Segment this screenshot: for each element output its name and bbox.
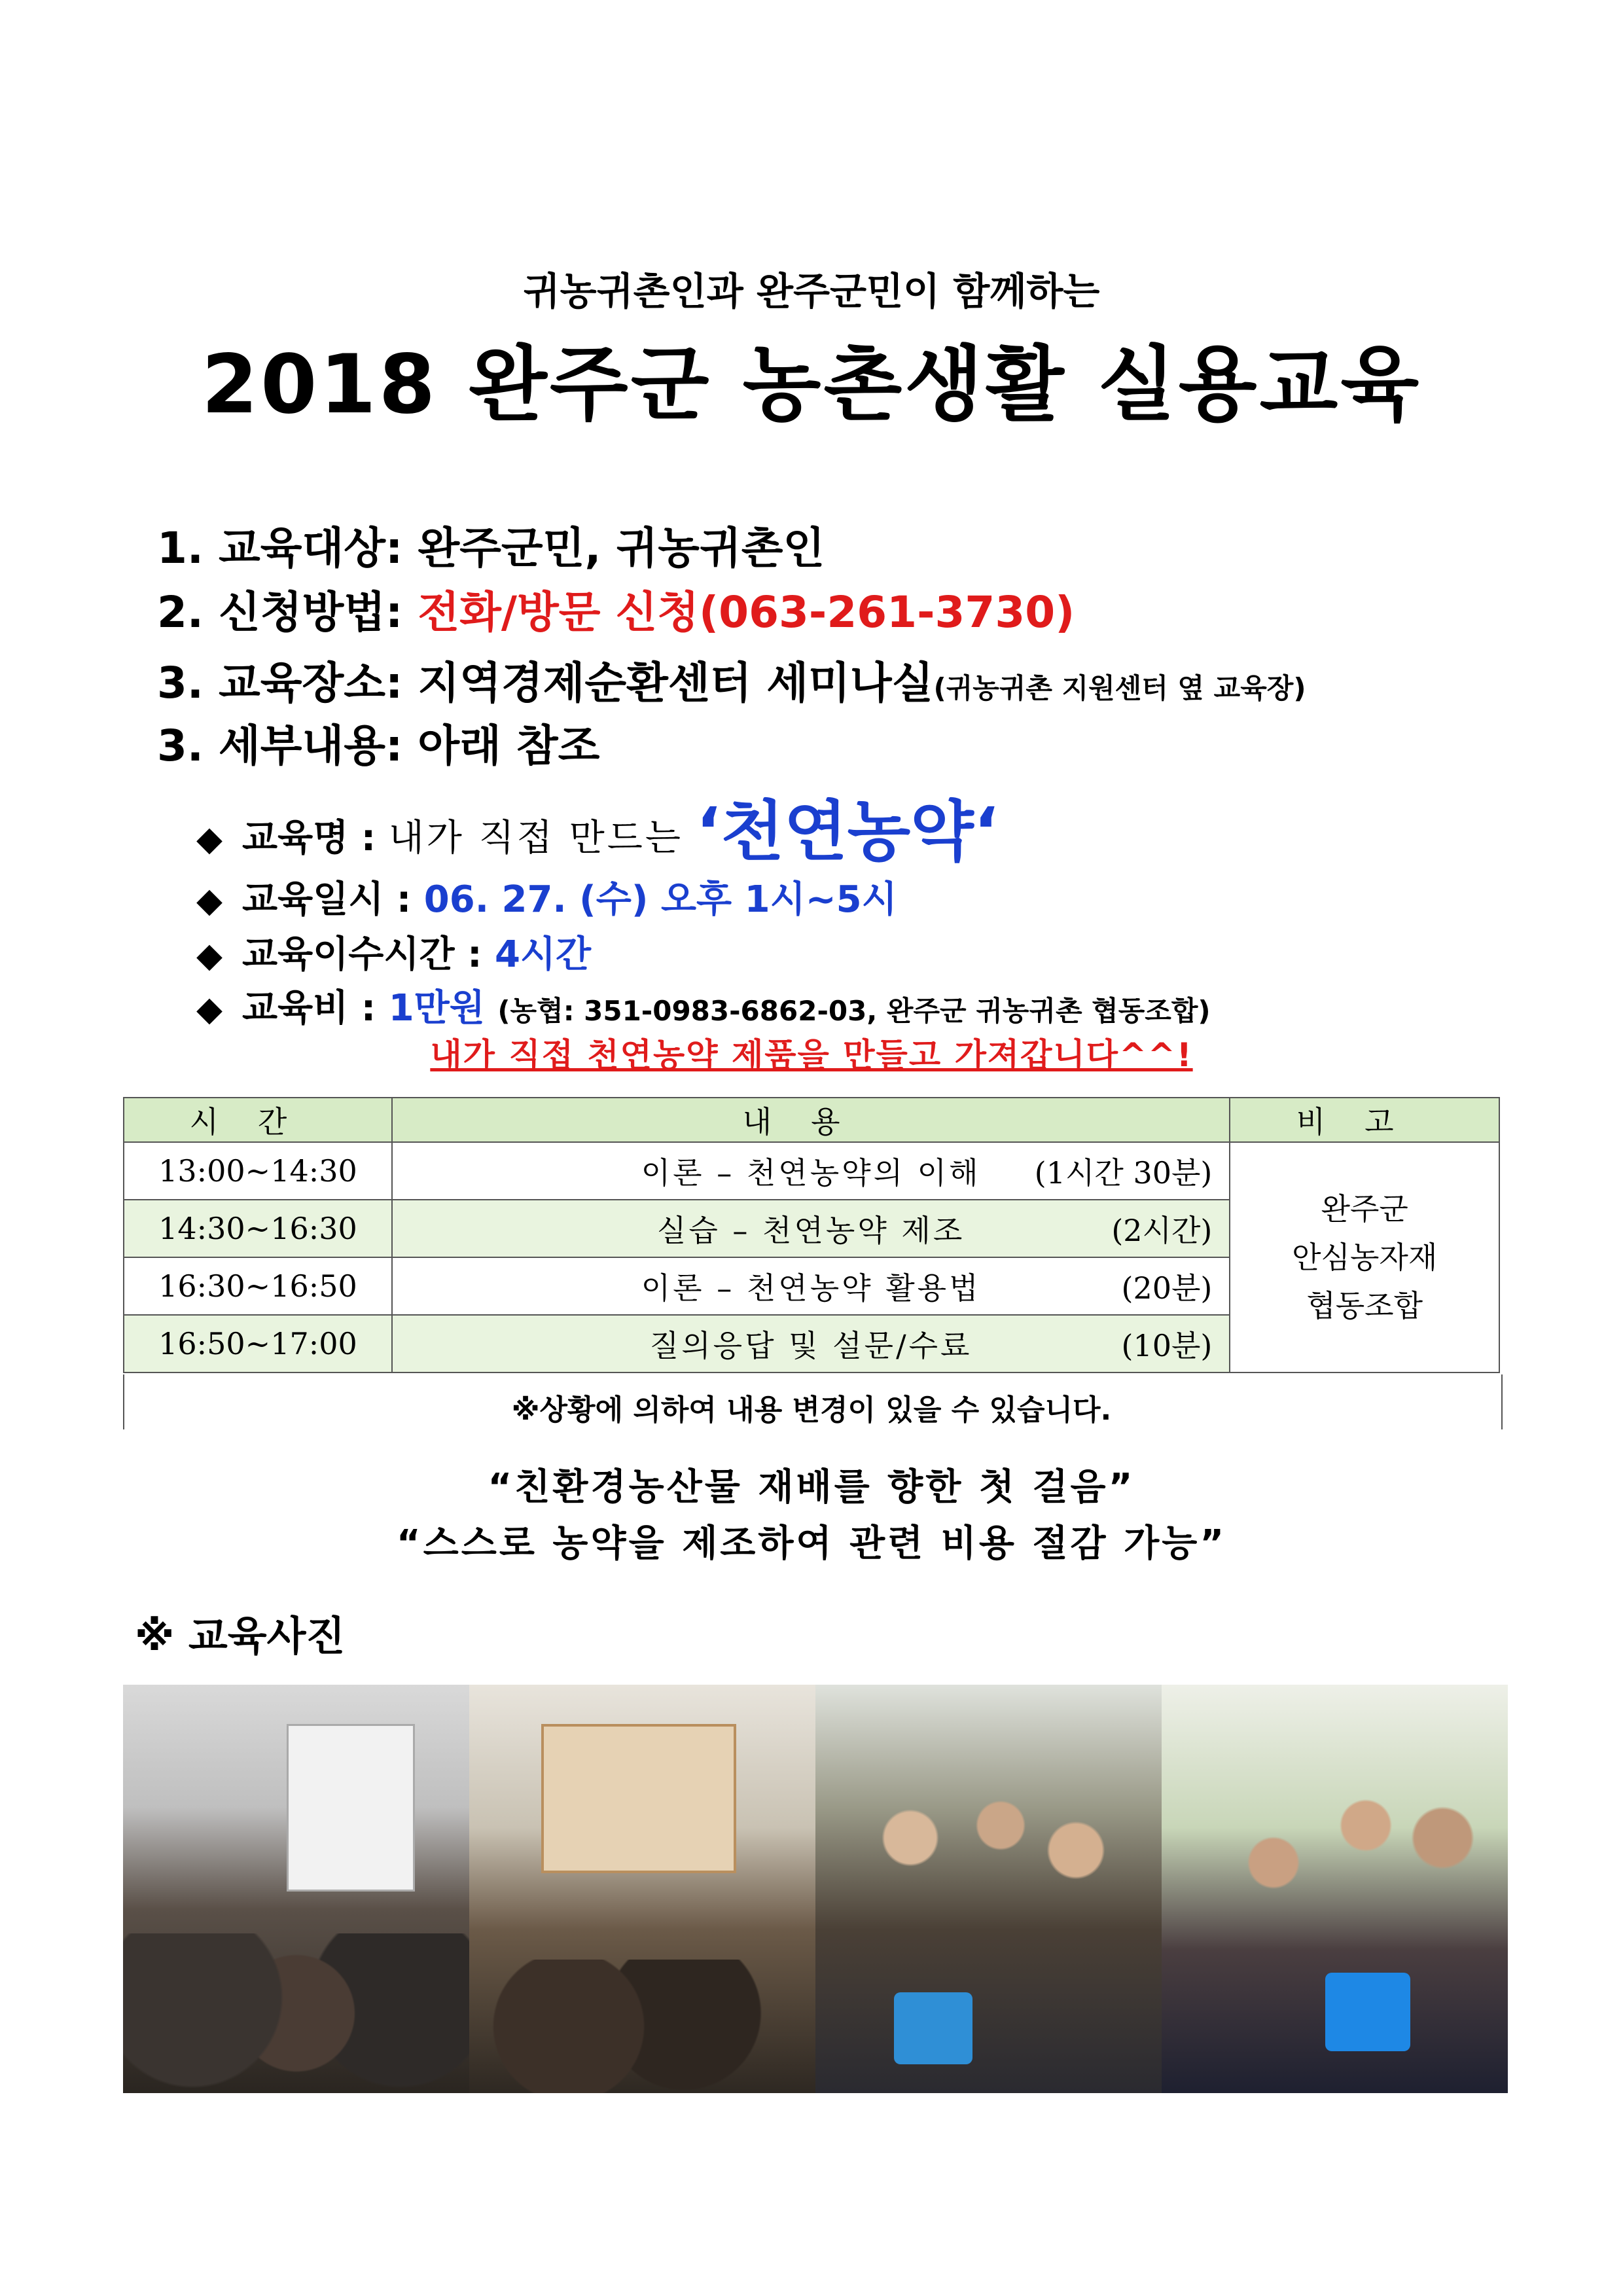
info-label: 3. 교육장소:	[157, 658, 418, 708]
row-duration: (20분)	[1121, 1270, 1213, 1306]
row-time: 16:30~16:50	[124, 1257, 392, 1315]
diamond-icon: ◆	[196, 881, 223, 920]
row-time: 16:50~17:00	[124, 1315, 392, 1372]
remark-line: 안심농자재	[1292, 1240, 1438, 1275]
row-content-text: 실습 – 천연농약 제조	[656, 1213, 965, 1248]
bullet-fee	[196, 979, 1211, 1031]
info-value: 아래 참조	[418, 721, 600, 771]
photo-strip	[123, 1685, 1508, 2093]
photo-group	[1162, 1685, 1508, 2093]
info-place	[157, 648, 1306, 710]
photo-practice	[815, 1685, 1162, 2093]
bullet-datetime	[196, 870, 897, 923]
header-time: 시간	[124, 1098, 392, 1142]
bullet-label: 교육명 :	[242, 817, 389, 859]
quote-line: “스스로 농약을 제조하여 관련 비용 절감 가능”	[396, 1522, 1227, 1565]
bullet-duration	[196, 925, 591, 978]
footnote: ※상황에 의하여 내용 변경이 있을 수 있습니다.	[511, 1393, 1112, 1427]
fee-note: (농협: 351-0983-6862-03, 완주군 귀농귀촌 협동조합)	[497, 995, 1211, 1027]
row-duration: (1시간 30분)	[1034, 1155, 1213, 1191]
row-content-text: 이론 – 천연농약 활용법	[641, 1270, 981, 1306]
row-content	[392, 1142, 1230, 1200]
row-duration: (10분)	[1121, 1328, 1213, 1363]
row-content	[392, 1257, 1230, 1315]
bullet-value: 06. 27. (수) 오후 1시~5시	[423, 878, 897, 921]
info-value: 지역경제순환센터 세미나실	[418, 658, 934, 708]
table-row	[124, 1142, 1499, 1200]
info-label: 1. 교육대상:	[157, 523, 418, 573]
quote-line: “친환경농산물 재배를 향한 첫 걸음”	[488, 1466, 1135, 1509]
bullet-value: 4시간	[494, 933, 592, 976]
schedule-table	[123, 1097, 1500, 1373]
row-time: 14:30~16:30	[124, 1200, 392, 1257]
diamond-icon: ◆	[196, 819, 223, 859]
header-remark: 비고	[1230, 1098, 1499, 1142]
photo-lecture	[123, 1685, 469, 2093]
row-content-text: 이론 – 천연농약의 이해	[641, 1155, 981, 1191]
row-time: 13:00~14:30	[124, 1142, 392, 1200]
remark-line: 협동조합	[1306, 1288, 1423, 1323]
diamond-icon: ◆	[196, 990, 223, 1029]
info-note: (귀농귀촌 지원센터 옆 교육장)	[933, 672, 1306, 704]
page-title: 2018 완주군 농촌생활 실용교육	[201, 338, 1422, 432]
bullet-value: 1만원	[388, 987, 485, 1030]
photos-heading: ※ 교육사진	[135, 1612, 346, 1660]
bullet-label: 교육일시 :	[242, 878, 424, 921]
diamond-icon: ◆	[196, 936, 223, 975]
header-content: 내용	[392, 1098, 1230, 1142]
row-content	[392, 1315, 1230, 1372]
info-detail	[157, 711, 599, 773]
course-name: ‘천연농약‘	[696, 793, 999, 870]
info-value: 전화/방문 신청(063-261-3730)	[418, 587, 1075, 637]
bullet-course-name	[196, 779, 999, 873]
row-content	[392, 1200, 1230, 1257]
remark-cell	[1230, 1142, 1499, 1372]
bullet-label: 교육비 :	[242, 987, 389, 1030]
remark-line: 완주군	[1321, 1191, 1408, 1227]
take-home-note: 내가 직접 천연농약 제품을 만들고 가져갑니다^^!	[430, 1036, 1193, 1074]
info-label: 3. 세부내용:	[157, 721, 418, 771]
bullet-desc: 내가 직접 만드는	[388, 817, 683, 859]
row-duration: (2시간)	[1111, 1213, 1213, 1248]
subtitle: 귀농귀촌인과 완주군민이 함께하는	[523, 269, 1100, 314]
row-content-text: 질의응답 및 설문/수료	[649, 1328, 972, 1363]
info-method	[157, 577, 1075, 639]
bullet-label: 교육이수시간 :	[242, 933, 495, 976]
photo-presentation	[469, 1685, 815, 2093]
info-value: 완주군민, 귀농귀촌인	[418, 523, 825, 573]
info-target	[157, 513, 825, 575]
table-header-row	[124, 1098, 1499, 1142]
info-label: 2. 신청방법:	[157, 587, 418, 637]
